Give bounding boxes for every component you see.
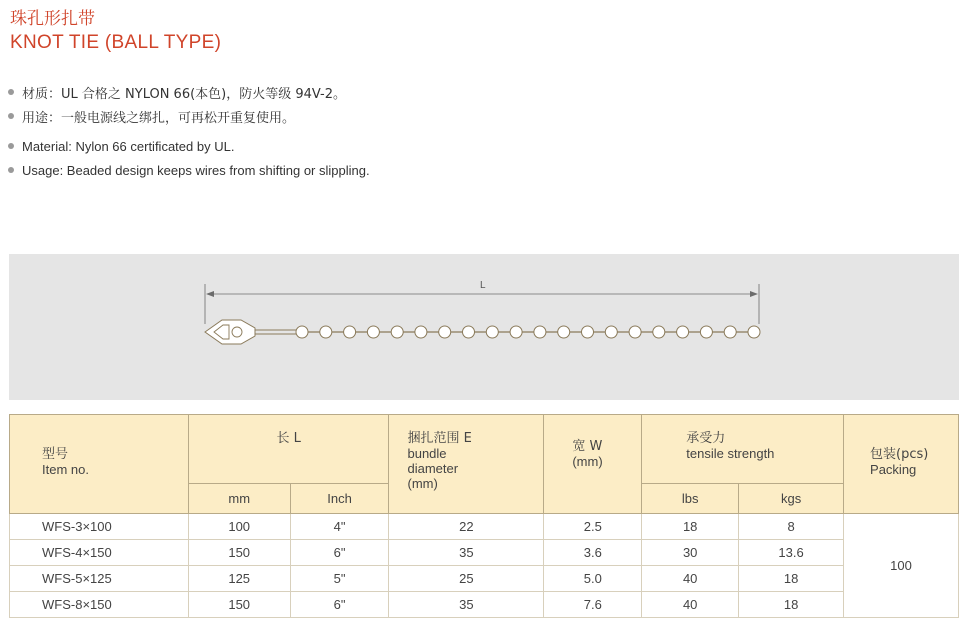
bead [415,326,427,338]
bead [700,326,712,338]
list-item: 用途：一般电源线之绑扎，可再松开重复使用。 [8,104,370,128]
tie-head [205,320,255,344]
table-row: WFS-5×125 125 5" 25 5.0 40 18 [10,566,959,592]
bullet-icon [8,89,14,95]
header-item: 型号 Item no. [10,415,189,514]
bullet-icon [8,113,14,119]
bead [653,326,665,338]
header-length-inch: Inch [290,484,389,514]
table-row: WFS-3×100 100 4" 22 2.5 18 8 100 [10,514,959,540]
list-item: Usage: Beaded design keeps wires from shifting or slippling. [8,158,370,182]
bead [296,326,308,338]
bead [367,326,379,338]
table-row: WFS-4×150 150 6" 35 3.6 30 13.6 [10,540,959,566]
dimension-arrow-left [206,291,214,297]
page-title-en: KNOT TIE (BALL TYPE) [10,32,222,53]
header-bundle: 捆扎范围 E bundle diameter (mm) [389,415,544,514]
spec-table-container [9,414,959,610]
bead [510,326,522,338]
header-width: 宽 W (mm) [544,415,642,514]
header-length: 长 L [188,415,389,484]
bead [391,326,403,338]
bullet-icon [8,167,14,173]
product-diagram [9,254,959,400]
dimension-label: L [480,280,486,291]
list-item: Material: Nylon 66 certificated by UL. [8,134,370,158]
bead [320,326,332,338]
bead [582,326,594,338]
header-tensile: 承受力 tensile strength [642,415,844,484]
bead [344,326,356,338]
bead [439,326,451,338]
bead [677,326,689,338]
table-row: WFS-8×150 150 6" 35 7.6 40 18 [10,592,959,618]
spec-table [9,414,959,618]
bead [486,326,498,338]
bead [558,326,570,338]
dimension-arrow-right [750,291,758,297]
bullet-icon [8,143,14,149]
bead [463,326,475,338]
feature-list [8,80,370,182]
bead [605,326,617,338]
tie-head-hole [232,327,242,337]
list-item: 材质：UL 合格之 NYLON 66(本色)，防火等级 94V-2。 [8,80,370,104]
bead [629,326,641,338]
header-tensile-kgs: kgs [739,484,844,514]
header-packing: 包装(pcs) Packing [844,415,959,514]
bead [724,326,736,338]
knot-tie-drawing [9,254,959,400]
header-length-mm: mm [188,484,290,514]
bead [534,326,546,338]
packing-value: 100 [844,514,959,618]
header-tensile-lbs: lbs [642,484,739,514]
page-title-cn: 珠孔形扎带 [10,9,95,29]
bead [748,326,760,338]
